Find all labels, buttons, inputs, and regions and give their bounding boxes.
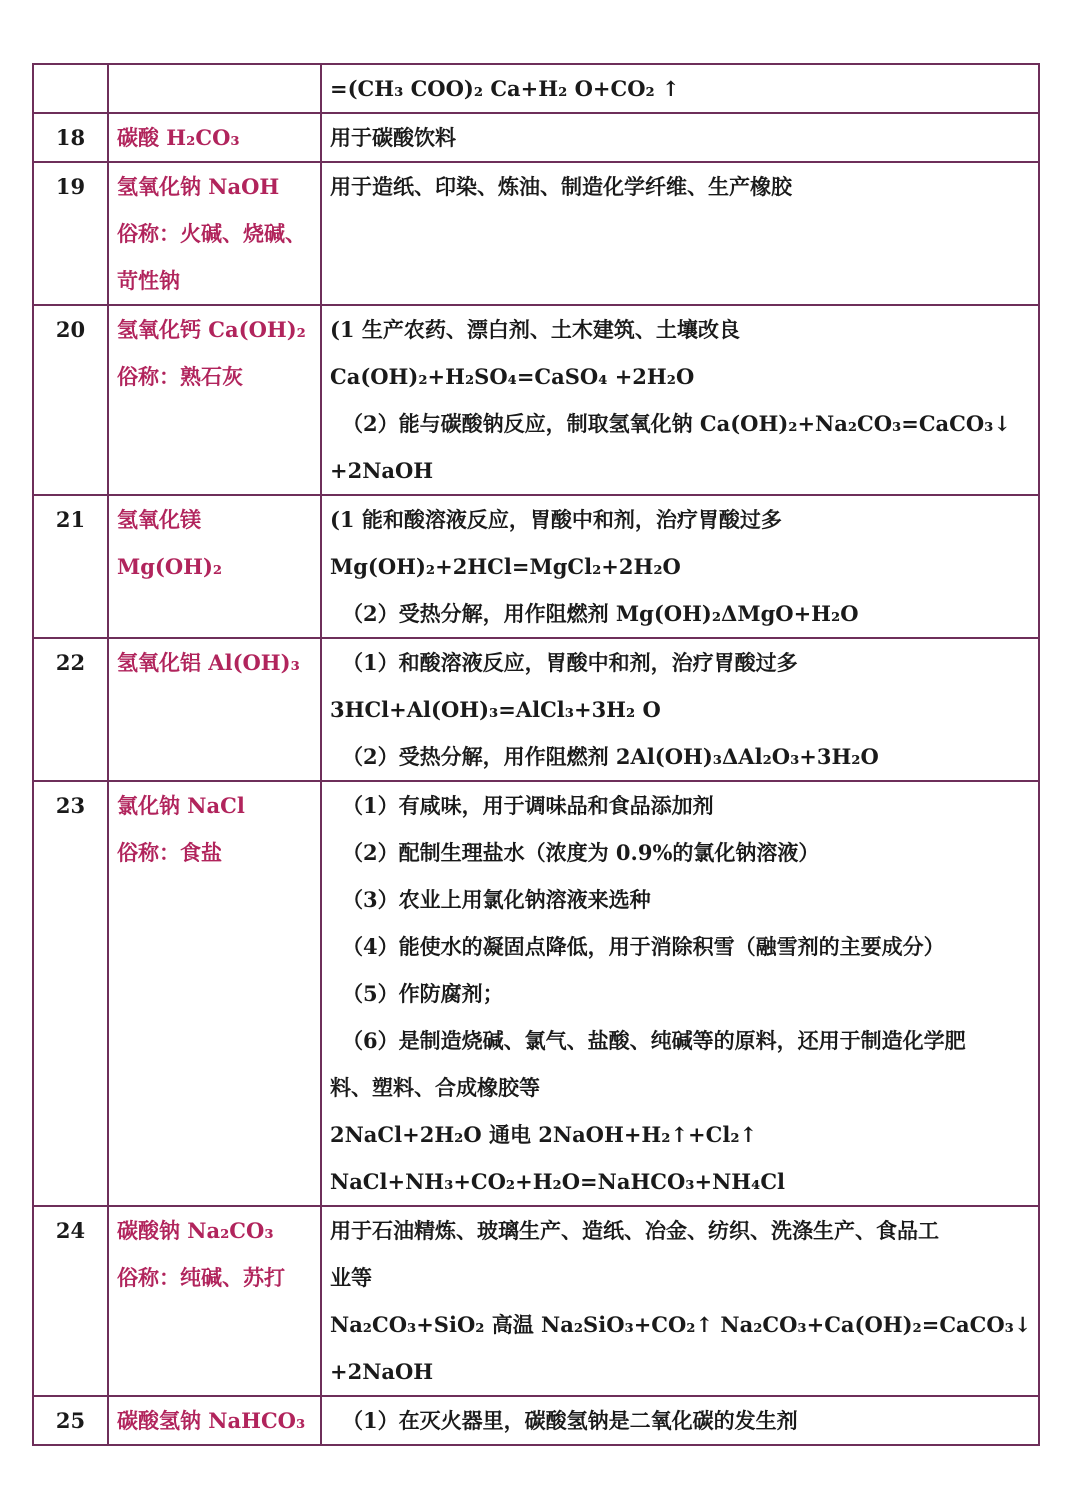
usage-line: Na₂CO₃+SiO₂ 高温 Na₂SiO₃+CO₂↑ Na₂CO₃+Ca(OH)₂=CaCO₃↓ bbox=[330, 1312, 1032, 1337]
substance-name-line: 碳酸钠 Na₂CO₃ bbox=[117, 1218, 274, 1243]
table-row bbox=[33, 113, 1039, 162]
substance-name-cell bbox=[108, 638, 321, 781]
table-row bbox=[33, 162, 1039, 305]
usage-line: (1 生产农药、漂白剂、土木建筑、土壤改良 bbox=[330, 317, 740, 342]
usage-line: 业等 bbox=[330, 1265, 372, 1290]
substance-name-line: 俗称：纯碱、苏打 bbox=[117, 1265, 285, 1290]
substance-name-cell bbox=[108, 781, 321, 1206]
usage-line: 料、塑料、合成橡胶等 bbox=[330, 1075, 540, 1100]
substance-name-line: 俗称：食盐 bbox=[117, 840, 222, 865]
row-number: 22 bbox=[33, 638, 108, 781]
row-number: 25 bbox=[33, 1396, 108, 1445]
usage-cell bbox=[321, 1396, 1039, 1445]
usage-line: 用于造纸、印染、炼油、制造化学纤维、生产橡胶 bbox=[330, 174, 792, 199]
usage-line: （2）配制生理盐水（浓度为 0.9%的氯化钠溶液） bbox=[342, 840, 820, 865]
row-number bbox=[33, 64, 108, 113]
table-row bbox=[33, 638, 1039, 781]
usage-line: （2）能与碳酸钠反应，制取氢氧化钠 Ca(OH)₂+Na₂CO₃=CaCO₃↓ bbox=[342, 411, 1011, 436]
row-number: 20 bbox=[33, 305, 108, 495]
usage-line: Mg(OH)₂+2HCl=MgCl₂+2H₂O bbox=[330, 554, 681, 579]
usage-cell bbox=[321, 64, 1039, 113]
table-row bbox=[33, 305, 1039, 495]
substance-name-cell bbox=[108, 1206, 321, 1396]
usage-line: （6）是制造烧碱、氯气、盐酸、纯碱等的原料，还用于制造化学肥 bbox=[342, 1028, 966, 1053]
usage-line: （2）受热分解，用作阻燃剂 Mg(OH)₂ΔMgO+H₂O bbox=[342, 601, 859, 626]
substance-name-line: 氢氧化钙 Ca(OH)₂ bbox=[117, 317, 306, 342]
substance-name-line: 氢氧化铝 Al(OH)₃ bbox=[117, 650, 300, 675]
table-row bbox=[33, 495, 1039, 638]
substance-name-line: 碳酸 H₂CO₃ bbox=[117, 125, 240, 150]
usage-line: 2NaCl+2H₂O 通电 2NaOH+H₂↑+Cl₂↑ bbox=[330, 1122, 758, 1147]
usage-line: 用于石油精炼、玻璃生产、造纸、冶金、纺织、洗涤生产、食品工 bbox=[330, 1218, 939, 1243]
usage-line: （2）受热分解，用作阻燃剂 2Al(OH)₃ΔAl₂O₃+3H₂O bbox=[342, 744, 879, 769]
substance-name-cell bbox=[108, 113, 321, 162]
usage-line: =(CH₃ COO)₂ Ca+H₂ O+CO₂ ↑ bbox=[330, 76, 680, 101]
substance-name-cell bbox=[108, 1396, 321, 1445]
substance-name-line: 氯化钠 NaCl bbox=[117, 793, 245, 818]
substance-name-cell bbox=[108, 495, 321, 638]
usage-cell bbox=[321, 781, 1039, 1206]
row-number: 23 bbox=[33, 781, 108, 1206]
usage-line: 3HCl+Al(OH)₃=AlCl₃+3H₂ O bbox=[330, 697, 661, 722]
usage-cell bbox=[321, 1206, 1039, 1396]
row-number: 21 bbox=[33, 495, 108, 638]
row-number: 24 bbox=[33, 1206, 108, 1396]
substance-name-line: 碳酸氢钠 NaHCO₃ bbox=[117, 1408, 306, 1433]
usage-cell bbox=[321, 305, 1039, 495]
chemical-uses-table bbox=[32, 63, 1040, 1446]
usage-line: （3）农业上用氯化钠溶液来选种 bbox=[342, 887, 651, 912]
substance-name-cell bbox=[108, 305, 321, 495]
table-row bbox=[33, 1206, 1039, 1396]
usage-line: (1 能和酸溶液反应，胃酸中和剂，治疗胃酸过多 bbox=[330, 507, 782, 532]
substance-name-cell bbox=[108, 64, 321, 113]
usage-line: NaCl+NH₃+CO₂+H₂O=NaHCO₃+NH₄Cl bbox=[330, 1169, 786, 1194]
usage-cell bbox=[321, 162, 1039, 305]
usage-line: （1）在灭火器里，碳酸氢钠是二氧化碳的发生剂 bbox=[342, 1408, 798, 1433]
usage-cell bbox=[321, 638, 1039, 781]
usage-cell bbox=[321, 495, 1039, 638]
substance-name-line: 氢氧化镁 bbox=[117, 507, 201, 532]
usage-cell bbox=[321, 113, 1039, 162]
usage-line: +2NaOH bbox=[330, 1359, 434, 1384]
usage-line: （5）作防腐剂； bbox=[342, 981, 504, 1006]
substance-name-line: 苛性钠 bbox=[117, 268, 180, 293]
substance-name-line: 氢氧化钠 NaOH bbox=[117, 174, 280, 199]
usage-line: 用于碳酸饮料 bbox=[330, 125, 456, 150]
table-row bbox=[33, 64, 1039, 113]
table-row bbox=[33, 1396, 1039, 1445]
usage-line: （4）能使水的凝固点降低，用于消除积雪（融雪剂的主要成分） bbox=[342, 934, 945, 959]
table-row bbox=[33, 781, 1039, 1206]
substance-name-line: 俗称：火碱、烧碱、 bbox=[117, 221, 306, 246]
usage-line: Ca(OH)₂+H₂SO₄=CaSO₄ +2H₂O bbox=[330, 364, 695, 389]
table-body bbox=[33, 64, 1039, 1445]
substance-name-line: 俗称：熟石灰 bbox=[117, 364, 243, 389]
usage-line: （1）和酸溶液反应，胃酸中和剂，治疗胃酸过多 bbox=[342, 650, 798, 675]
row-number: 18 bbox=[33, 113, 108, 162]
usage-line: +2NaOH bbox=[330, 458, 434, 483]
substance-name-cell bbox=[108, 162, 321, 305]
usage-line: （1）有咸味，用于调味品和食品添加剂 bbox=[342, 793, 714, 818]
row-number: 19 bbox=[33, 162, 108, 305]
substance-name-line: Mg(OH)₂ bbox=[117, 554, 223, 579]
